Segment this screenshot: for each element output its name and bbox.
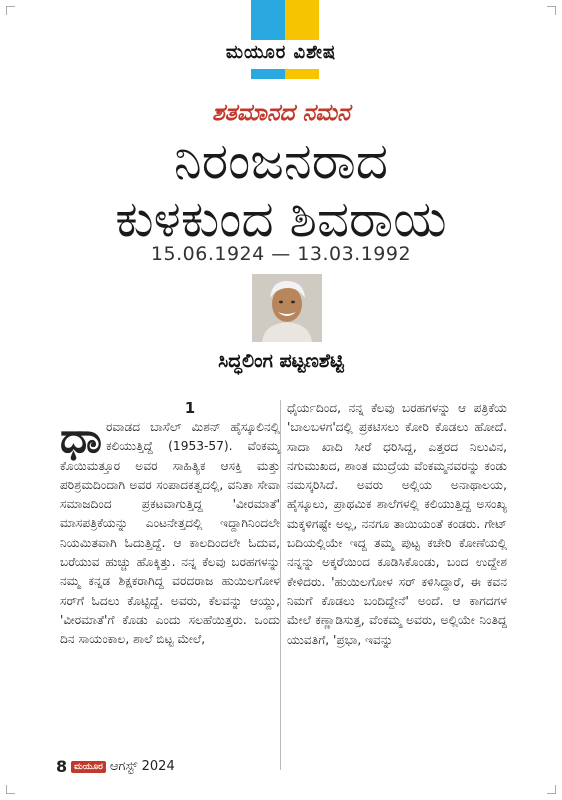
page-footer — [56, 757, 175, 776]
life-dates: 15.06.1924 — 13.03.1992 — [150, 243, 412, 265]
rule-yellow — [285, 69, 319, 79]
page-number: 8 — [56, 757, 68, 776]
article-column-left — [60, 399, 280, 650]
logo-yellow-block — [285, 0, 319, 40]
column-divider — [280, 400, 281, 770]
drop-cap: ಧಾ — [60, 413, 102, 462]
author-name: ಸಿದ್ಧಲಿಂಗ ಪಟ್ಟಣಶೆಟ್ಟಿ — [218, 350, 344, 372]
publication-badge: ಮಯೂರ — [71, 761, 106, 773]
rule-blue — [251, 69, 285, 79]
article-column-right — [287, 399, 507, 650]
issue-date: ಆಗಸ್ಟ್ 2024 — [109, 759, 175, 774]
section-label: ಮಯೂರ ವಿಶೇಷ — [225, 42, 337, 63]
headline-line-1: ನಿರಂಜನರಾದ — [173, 132, 389, 190]
portrait-photo — [252, 274, 322, 342]
crop-mark-bottom-right — [547, 785, 556, 794]
crop-mark-top-right — [547, 6, 556, 15]
section-number: 1 — [184, 399, 196, 417]
right-column-text: ಧೈರ್ಯದಿಂದ, ನನ್ನ ಕೆಲವು ಬರಹಗಳನ್ನು ಆ ಪತ್ರಿಕೆಯ 'ಬಾಲಬಳಗ'ದಲ್ಲಿ ಪ್ರಕಟಿಸಲು ಕೋರಿ ಕೊಡಲು ಹೋದೆ. ಸಾದಾ ಖಾದಿ ಸೀರೆ ಧರಿಸಿದ್ದ, ಎತ್ತರದ ನಿಲುವಿನ, ನಗುಮುಖದ, ಶಾಂತ ಮುದ್ರೆಯ ವೆಂಕಮ್ಮನವರನ್ನು ಕಂಡು ನಮಸ್ಕರಿಸಿದೆ. ಅವರು ಅಲ್ಲಿಯ ಅನಾಥಾಲಯ, ಹೈಸ್ಕೂಲು, ಪ್ರಾಥಮಿಕ ಶಾಲೆಗಳಲ್ಲಿ ಕಲಿಯುತ್ತಿದ್ದ ಅಸಂಖ್ಯ ಮಕ್ಕಳಿಗಷ್ಟೇ ಅಲ್ಲ, ನನಗೂ ತಾಯಿಯಂತೆ ಕಂಡರು. ಗೇಟ್ ಬದಿಯಲ್ಲಿಯೇ ಇದ್ದ ತಮ್ಮ ಪುಟ್ಟ ಕಚೇರಿ ಕೋಣೆಯಲ್ಲಿ ನನ್ನನ್ನು ಅಕ್ಕರೆಯಿಂದ ಕೂಡಿಸಿಕೊಂಡು, ಬಂದ ಉದ್ದೇಶ ಕೇಳಿದರು. 'ಹುಯಿಲಗೋಳ ಸರ್ ಕಳಿಸಿದ್ದಾರೆ, ಈ ಕವನ ನಿಮಗೆ ಕೊಡಲು ಬಂದಿದ್ದೇನೆ' ಅಂದೆ. ಆ ಕಾಗದಗಳ ಮೇಲೆ ಕಣ್ಣಾಡಿಸುತ್ತ, ವೆಂಕಮ್ಮ ಅವರು, ಅಲ್ಲಿಯೇ ನಿಂತಿದ್ದ ಯುವತಿಗೆ, 'ಪ್ರಭಾ, ಇವನ್ನು — [287, 401, 507, 647]
magazine-logo-block — [251, 0, 319, 40]
crop-mark-bottom-left — [6, 785, 15, 794]
left-column-text: ರವಾಡದ ಬಾಸೆಲ್ ಮಿಶನ್ ಹೈಸ್ಕೂಲಿನಲ್ಲಿ ಕಲಿಯುತ್ತಿದ್ದೆ (1953-57). ವೆಂಕಮ್ಮ ಕೊಯಿಮತ್ತೂರ ಅವರ ಸಾಹಿತ್ಯಿಕ ಆಸಕ್ತಿ ಮತ್ತು ಪರಿಶ್ರಮದಿಂದಾಗಿ ಅವರ ಸಂಪಾದಕತ್ವದಲ್ಲಿ, ವನಿತಾ ಸೇವಾ ಸಮಾಜದಿಂದ ಪ್ರಕಟವಾಗುತ್ತಿದ್ದ 'ವೀರಮಾತೆ' ಮಾಸಪತ್ರಿಕೆಯನ್ನು ಎಂಟನೇತ್ತದಲ್ಲಿ ಇದ್ದಾಗಿನಿಂದಲೇ ನಿಯಮಿತವಾಗಿ ಓದುತ್ತಿದ್ದೆ. ಆ ಕಾಲದಿಂದಲೇ ಓದುವ, ಬರೆಯುವ ಹುಚ್ಚು ಹೊಕ್ಕಿತ್ತು. ನನ್ನ ಕೆಲವು ಬರಹಗಳನ್ನು ನಮ್ಮ ಕನ್ನಡ ಶಿಕ್ಷಕರಾಗಿದ್ದ ವರದರಾಜ ಹುಯಿಲಗೋಳ ಸರ್‌ಗೆ ಓದಲು ಕೊಟ್ಟಿದ್ದೆ. ಅವರು, ಕೆಲವನ್ನು ಆಯ್ದು, 'ವೀರಮಾತೆ'ಗೆ ಕೊಡು ಎಂದು ಸಲಹೆಯಿತ್ತರು. ಒಂದು ದಿನ ಸಾಯಂಕಾಲ, ಶಾಲೆ ಬಿಟ್ಟ ಮೇಲೆ, — [60, 420, 280, 647]
logo-blue-block — [251, 0, 285, 40]
section-color-rule — [251, 69, 319, 79]
crop-mark-top-left — [6, 6, 15, 15]
headline-line-2: ಕುಳಕುಂದ ಶಿವರಾಯ — [115, 190, 447, 248]
article-kicker: ಶತಮಾನದ ನಮನ — [212, 100, 350, 126]
portrait-illustration — [252, 274, 322, 342]
